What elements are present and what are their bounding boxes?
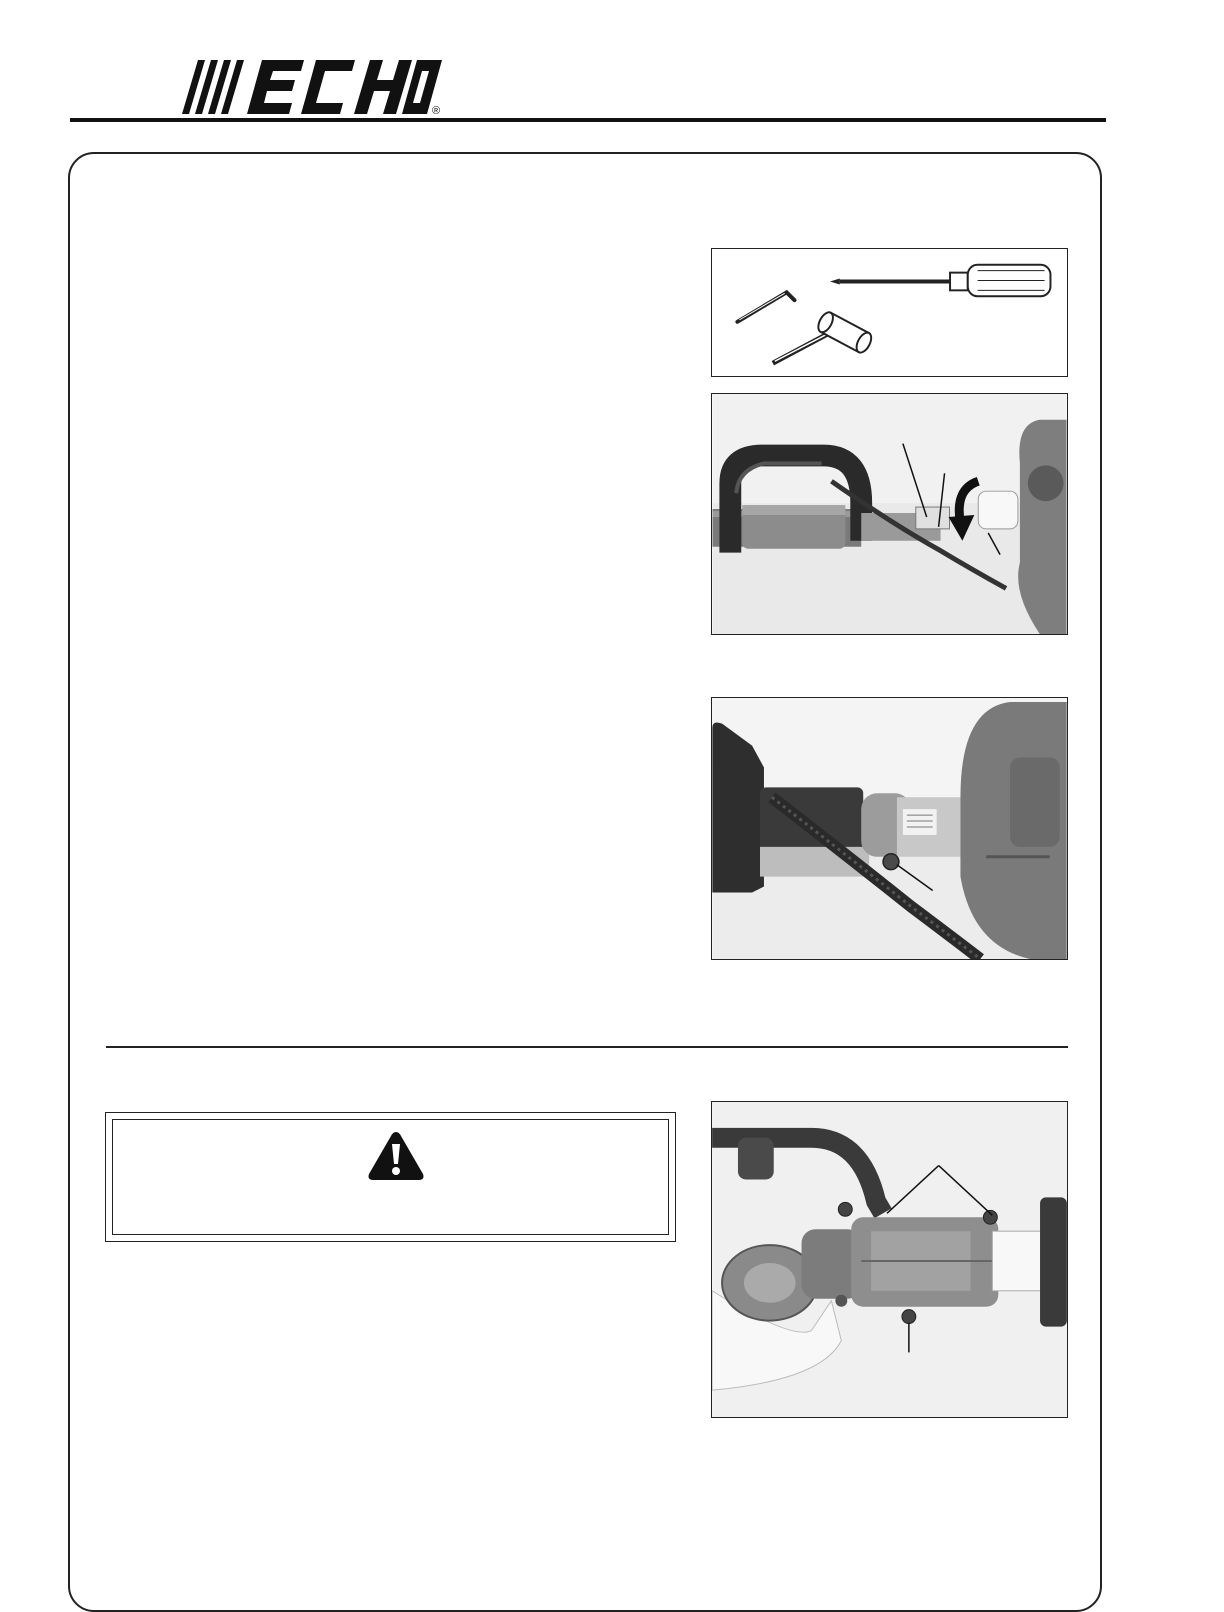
echo-logo: [180, 58, 442, 116]
tools-figure: [711, 248, 1068, 377]
warning-box-inner: [112, 1119, 669, 1235]
header-rule: [70, 118, 1106, 122]
warning-triangle-icon: [367, 1130, 425, 1182]
section-divider: [106, 1046, 1068, 1048]
warning-box: [105, 1112, 676, 1242]
gear-case-figure: [711, 1101, 1068, 1418]
svg-text:®: ®: [432, 105, 441, 116]
handle-attachment-figure: [711, 393, 1068, 635]
engine-housing-figure: [711, 697, 1068, 960]
